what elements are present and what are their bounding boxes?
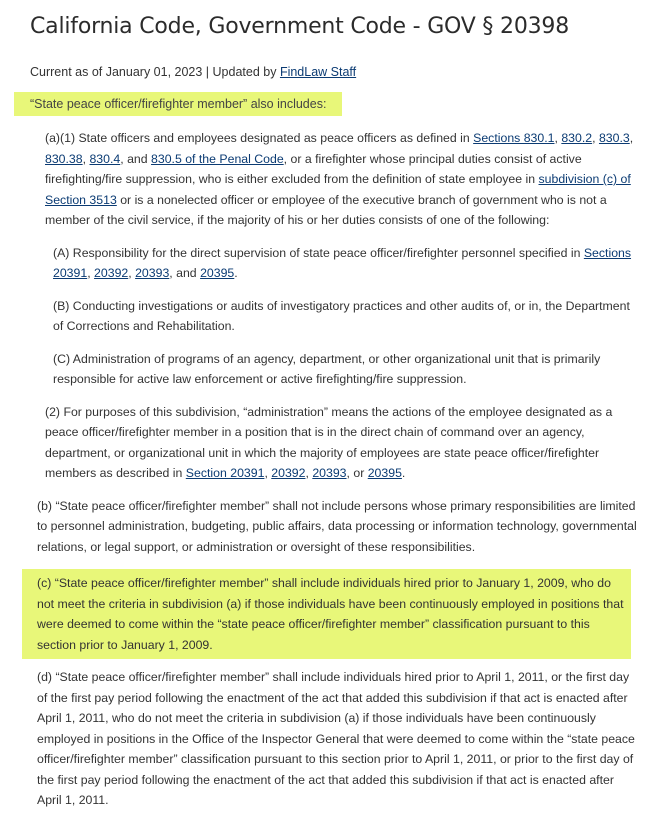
text: or is a nonelected officer or employee of the executive branch of government who is not a member of the civil service, if the majority of his or her duties consists of one of the following:	[45, 192, 607, 227]
sep: , and	[169, 266, 201, 280]
sep: , and	[120, 151, 152, 166]
link-section-20391[interactable]: Sections 20391	[53, 245, 632, 280]
sep: ,	[128, 266, 136, 280]
sep: ,	[592, 131, 599, 145]
sep: ,	[264, 466, 272, 480]
sep: ,	[82, 151, 90, 166]
author-link[interactable]: FindLaw Staff	[279, 65, 357, 79]
subdivision-a2	[45, 402, 637, 484]
text: (a)(1) State officers and employees designated as peace officers as defined in	[45, 131, 474, 145]
meta-text: Current as of January 01, 2023 | Updated by	[30, 65, 280, 79]
link-section-830-4[interactable]: 830.4	[89, 151, 121, 166]
update-meta	[30, 64, 637, 80]
subdivision-d: (d) “State peace officer/firefighter member” shall include individuals hired prior to April 1, 2011, or the first day of the first pay period following the enactment of the act that added this subdivision if that act is enacted after April 1, 2011, who do not meet the criteria in subdivision (a) if those individuals have been continuously employed in positions in the Office of the Inspector General that were deemed to come within the “state peace officer/firefighter member” classification pursuant to this section prior to April 1, 2011, or prior to the first day of the first pay period following the enactment of the act that added this subdivision if that act is enacted after April 1, 2011.	[37, 670, 635, 807]
link-section-20391[interactable]: Section 20391	[185, 466, 265, 480]
link-section-830-5-penal-code[interactable]: 830.5 of the Penal Code	[151, 151, 284, 166]
link-subdivision-c-section-3513[interactable]: subdivision (c) of Section 3513	[45, 172, 631, 207]
link-section-20393[interactable]: 20393	[312, 466, 347, 480]
link-section-830-38[interactable]: 830.38	[45, 151, 83, 166]
sep: ,	[87, 266, 95, 280]
sep: ,	[629, 131, 634, 145]
subdivision-c-highlighted: (c) “State peace officer/firefighter member” shall include individuals hired prior to January 1, 2009, who do not meet the criteria in subdivision (a) if those individuals have been continuously employed in positions that were deemed to come within the “state peace officer/firefighter member” classification pursuant to this section prior to January 1, 2009.	[22, 569, 631, 659]
link-section-830-1[interactable]: Sections 830.1	[473, 131, 555, 145]
subdivision-b: (b) “State peace officer/firefighter member” shall not include persons whose primary responsibilities are limited to personnel administration, budgeting, public affairs, data processing or information technology, governmental relations, or legal support, or administration or oversight of these responsibilities.	[37, 498, 637, 554]
link-section-830-2[interactable]: 830.2	[561, 131, 593, 145]
link-section-20392[interactable]: 20392	[94, 266, 129, 280]
sep: , or	[346, 466, 368, 480]
text: .	[401, 466, 406, 480]
sep: ,	[305, 466, 313, 480]
text: .	[234, 266, 238, 280]
subdivision-a1	[45, 128, 637, 231]
link-section-20392[interactable]: 20392	[271, 466, 306, 480]
page-title: California Code, Government Code - GOV § 20398	[30, 14, 570, 39]
subparagraph-A	[53, 243, 637, 284]
text: , or a firefighter whose principal duties consist of active firefighting/fire suppression, who is either excluded from the definition of state employee in	[45, 151, 582, 186]
intro-highlight: “State peace officer/firefighter member” also includes:	[14, 92, 342, 116]
link-section-20393[interactable]: 20393	[135, 266, 170, 280]
subparagraph-C: (C) Administration of programs of an agency, department, or other organizational unit that is primarily responsible for active law enforcement or active firefighting/fire suppression.	[53, 351, 601, 386]
link-section-830-3[interactable]: 830.3	[598, 131, 630, 145]
sep: ,	[554, 131, 562, 145]
link-section-20395[interactable]: 20395	[200, 266, 235, 280]
text: (A) Responsibility for the direct supervision of state peace officer/firefighter personnel specified in	[53, 245, 584, 260]
subparagraph-B: (B) Conducting investigations or audits of investigatory practices and other audits of, or in, the Department of Corrections and Rehabilitation.	[53, 298, 630, 333]
text: (2) For purposes of this subdivision, “administration” means the actions of the employee designated as a peace officer/firefighter member in a position that is in the direct chain of command over an agency, department, or organizational unit in which the majority of employees are state peace officer/firefighter members as described in	[45, 404, 613, 480]
link-section-20395[interactable]: 20395	[367, 466, 402, 480]
